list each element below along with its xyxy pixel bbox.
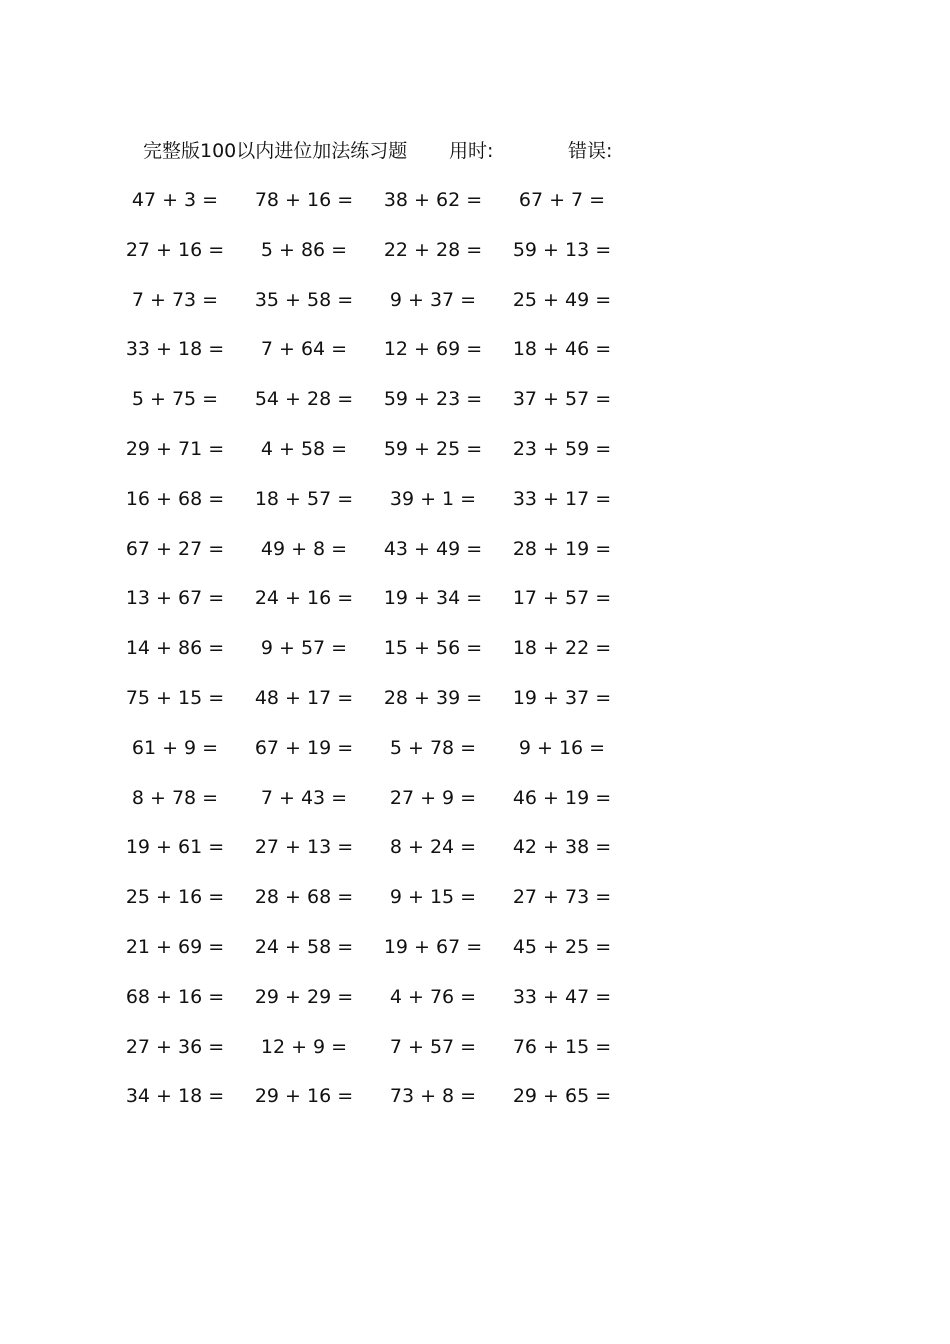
problem-row [125,534,663,584]
problem-item: 4 + 58 = [260,437,348,460]
problem-item: 18 + 46 = [512,338,612,361]
problem-item: 67 + 19 = [254,736,354,759]
problem-item: 37 + 57 = [512,388,612,411]
problem-row [131,384,663,434]
problem-item: 54 + 28 = [254,388,354,411]
problem-item: 76 + 15 = [512,1035,612,1058]
problem-item: 48 + 17 = [254,686,354,709]
problem-row [125,583,663,633]
problem-row [125,1032,663,1082]
problem-item: 24 + 58 = [254,935,354,958]
time-label: 用时: [449,140,494,162]
problem-item: 25 + 49 = [512,288,612,311]
problem-row [125,932,663,982]
problem-item: 9 + 16 = [518,736,606,759]
problem-item: 27 + 16 = [125,238,225,261]
problem-item: 27 + 36 = [125,1035,225,1058]
problem-item: 25 + 16 = [125,886,225,909]
problem-row [125,882,663,932]
problem-row [125,334,663,384]
problem-item: 33 + 18 = [125,338,225,361]
problem-item: 59 + 23 = [383,388,483,411]
problem-item: 24 + 16 = [254,587,354,610]
problem-item: 17 + 57 = [512,587,612,610]
problem-item: 59 + 13 = [512,238,612,261]
problem-item: 42 + 38 = [512,836,612,859]
problem-item: 47 + 3 = [131,189,219,211]
problem-item: 27 + 9 = [389,786,477,809]
problem-item: 67 + 7 = [518,189,606,211]
problem-item: 35 + 58 = [254,288,354,311]
problem-row [125,633,663,683]
problem-row [131,783,663,833]
problem-row [131,733,663,783]
problem-item: 28 + 68 = [254,886,354,909]
problem-item: 7 + 73 = [131,288,219,311]
problem-row [125,982,663,1032]
problem-item: 27 + 73 = [512,886,612,909]
problem-item: 27 + 13 = [254,836,354,859]
problem-row [131,185,663,235]
problem-item: 19 + 67 = [383,935,483,958]
problem-item: 28 + 19 = [512,537,612,560]
problem-item: 28 + 39 = [383,686,483,709]
problem-item: 29 + 71 = [125,437,225,460]
errors-label: 错误: [568,140,613,162]
problem-item: 16 + 68 = [125,487,225,510]
problem-item: 29 + 65 = [512,1085,612,1108]
worksheet-title: 完整版100以内进位加法练习题 [143,140,408,162]
problem-item: 9 + 37 = [389,288,477,311]
problem-item: 5 + 78 = [389,736,477,759]
problem-item: 8 + 24 = [389,836,477,859]
problem-row [125,683,663,733]
problem-item: 8 + 78 = [131,786,219,809]
problem-item: 19 + 34 = [383,587,483,610]
problem-item: 29 + 16 = [254,1085,354,1108]
problem-row [125,1081,663,1131]
problem-row [125,832,663,882]
problem-item: 15 + 56 = [383,637,483,660]
problem-row [131,285,663,335]
problem-item: 19 + 37 = [512,686,612,709]
problem-item: 18 + 22 = [512,637,612,660]
problem-grid [125,185,663,1131]
problem-item: 7 + 43 = [260,786,348,809]
problem-item: 9 + 15 = [389,886,477,909]
problem-item: 39 + 1 = [389,487,477,510]
problem-item: 12 + 9 = [260,1035,348,1058]
problem-item: 23 + 59 = [512,437,612,460]
problem-item: 33 + 17 = [512,487,612,510]
problem-row [125,484,663,534]
problem-item: 46 + 19 = [512,786,612,809]
problem-item: 7 + 57 = [389,1035,477,1058]
problem-item: 59 + 25 = [383,437,483,460]
problem-item: 49 + 8 = [260,537,348,560]
problem-item: 22 + 28 = [383,238,483,261]
problem-item: 9 + 57 = [260,637,348,660]
problem-item: 21 + 69 = [125,935,225,958]
problem-item: 29 + 29 = [254,985,354,1008]
problem-item: 13 + 67 = [125,587,225,610]
problem-item: 5 + 75 = [131,388,219,411]
problem-item: 78 + 16 = [254,189,354,211]
problem-item: 5 + 86 = [260,238,348,261]
problem-item: 61 + 9 = [131,736,219,759]
problem-item: 19 + 61 = [125,836,225,859]
problem-row [125,434,663,484]
problem-item: 7 + 64 = [260,338,348,361]
problem-row [125,235,663,285]
problem-item: 67 + 27 = [125,537,225,560]
problem-item: 75 + 15 = [125,686,225,709]
problem-item: 38 + 62 = [383,189,483,211]
problem-item: 68 + 16 = [125,985,225,1008]
problem-item: 4 + 76 = [389,985,477,1008]
problem-item: 43 + 49 = [383,537,483,560]
problem-item: 33 + 47 = [512,985,612,1008]
problem-item: 18 + 57 = [254,487,354,510]
problem-item: 12 + 69 = [383,338,483,361]
problem-item: 45 + 25 = [512,935,612,958]
problem-item: 34 + 18 = [125,1085,225,1108]
problem-item: 73 + 8 = [389,1085,477,1108]
problem-item: 14 + 86 = [125,637,225,660]
